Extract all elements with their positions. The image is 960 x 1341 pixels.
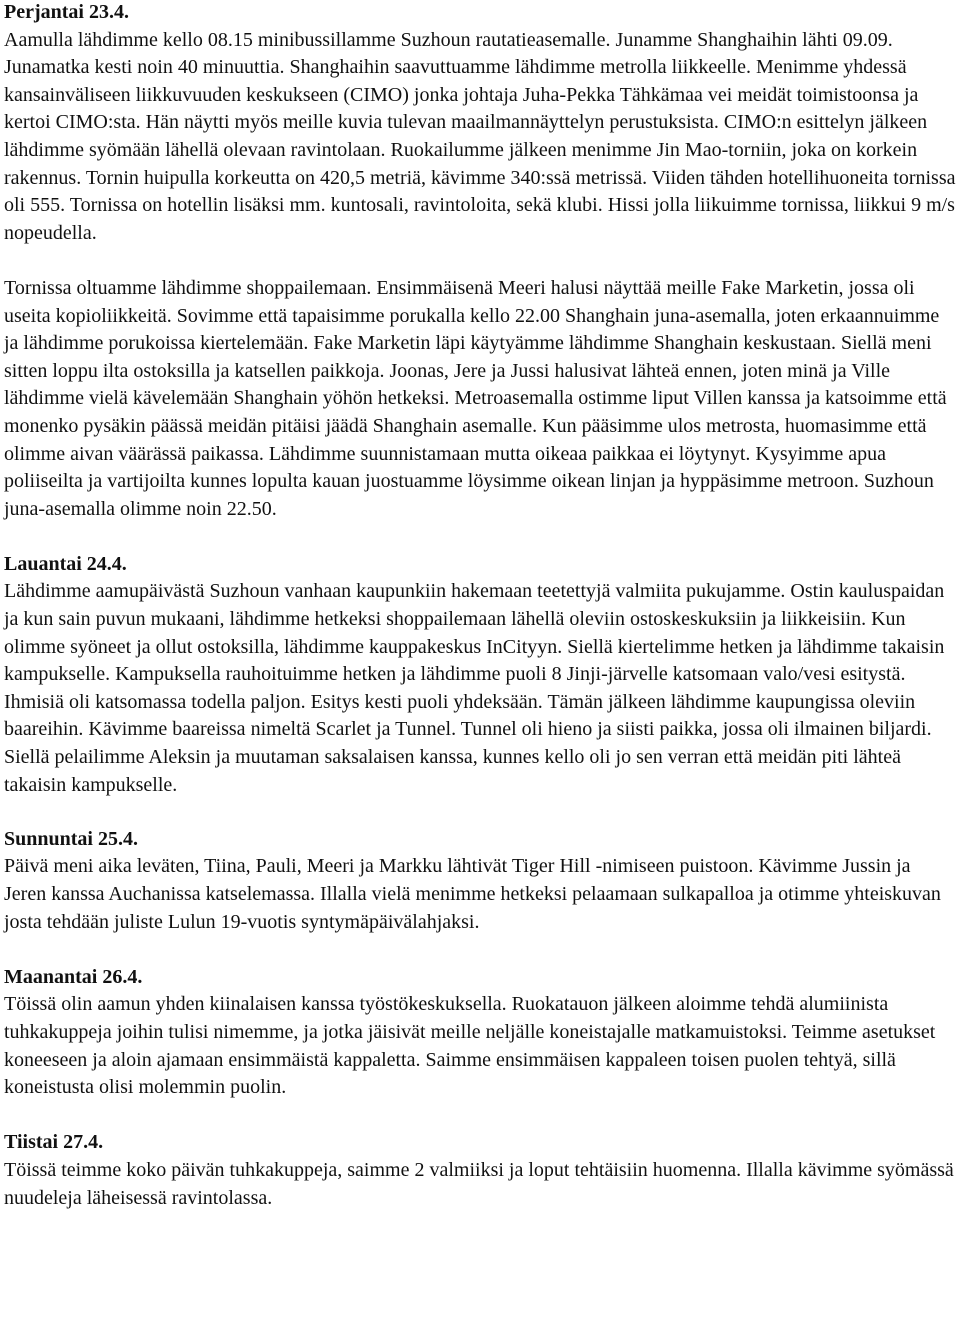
entry-gap xyxy=(4,936,956,964)
entry-paragraph: Päivä meni aika leväten, Tiina, Pauli, Meeri ja Markku lähtivät Tiger Hill -nimiseen puistoon. Kävimme Jussin ja Jeren kanssa Auchanissa katselemassa. Illalla vielä menimme hetkeksi pelaamaan sulkapalloa ja otimme yhteiskuvan josta tehdään juliste Lulun 19-vuotis syntymäpäivälahjaksi. xyxy=(4,855,941,933)
entry-heading: Perjantai 23.4. xyxy=(4,1,129,23)
entry-saturday xyxy=(4,551,956,799)
entry-monday xyxy=(4,964,956,1102)
entry-friday xyxy=(4,0,956,523)
diary-document xyxy=(4,0,956,1212)
paragraph-gap xyxy=(4,247,956,275)
entry-heading: Maanantai 26.4. xyxy=(4,965,143,988)
entry-heading: Tiistai 27.4. xyxy=(4,1131,104,1154)
entry-paragraph: Tornissa oltuamme lähdimme shoppailemaan. Ensimmäisenä Meeri halusi näyttää meille Fake Marketin, jossa oli useita kopioliikkeitä. Sovimme että tapaisimme porukalla kello 22.00 Shanghain juna-asemalla, joten erkaannuimme ja lähdimme porukoissa kiertelemään. Fake Marketin läpi käytyämme lähdimme Shanghain keskustaan. Siellä meni sitten loppu ilta ostoksilla ja katsellen paikkoja. Joonas, Jere ja Jussi halusivat lähteä ennen, joten minä ja Ville lähdimme vielä kävelemään Shanghain yöhön hetkeksi. Metroasemalla ostimme liput Villen kanssa ja katsoimme että monenko pysäkin päässä meidän pitäisi jäädä Shanghain asemalle. Kun pääsimme ulos metrosta, huomasimme että olimme aivan väärässä paikassa. Lähdimme suunnistamaan mutta oikeaa paikkaa ei löytynyt. Kysyimme apua poliiseilta ja vartijoilta kunnes lopulta kauan juostuamme löysimme oikean linjan ja hyppäsimme metroon. Suzhoun juna-asemalla olimme noin 22.50. xyxy=(4,276,947,520)
entry-paragraph: Aamulla lähdimme kello 08.15 minibussillamme Suzhoun rautatieasemalle. Junamme Shanghaihin lähti 09.09. Junamatka kesti noin 40 minuuttia. Shanghaihin saavuttuamme lähdimme metrolla liikkeelle. Menimme yhdessä kansainväliseen liikkuvuuden keskukseen (CIMO) jonka johtaja Juha-Pekka Tähkämaa vei meidät toimistoonsa ja kertoi CIMO:sta. Hän näytti myös meille kuvia tulevan maailmannäyttelyn perustuksista. CIMO:n esittelyn jälkeen lähdimme syömään lähellä olevaan ravintolaan. Ruokailumme jälkeen menimme Jin Mao-torniin, joka on korkein rakennus. Tornin huipulla korkeutta on 420,5 metriä, kävimme 340:ssä metrissä. Viiden tähden hotellihuoneita tornissa oli 555. Tornissa on hotellin lisäksi mm. kuntosali, ravintoloita, sekä klubi. Hissi jolla liikuimme tornissa, liikkui 9 m/s nopeudella. xyxy=(4,28,956,244)
entry-tuesday xyxy=(4,1129,956,1212)
entry-paragraph: Töissä teimme koko päivän tuhkakuppeja, saimme 2 valmiiksi ja loput tehtäisiin huomenna. Illalla kävimme syömässä nuudeleja läheisessä ravintolassa. xyxy=(4,1158,954,1209)
entry-paragraph: Lähdimme aamupäivästä Suzhoun vanhaan kaupunkiin hakemaan teetettyjä valmiita pukujamme. Ostin kauluspaidan ja kun sain puvun mukaani, lähdimme hetkeksi shoppailemaan lähellä oleviin ostoskeskuksiin ja liikkeisiin. Kun olimme syöneet ja ollut ostoksilla, lähdimme kauppakeskus InCityyn. Siellä kiertelimme hetken ja lähdimme takaisin kampukselle. Kampuksella rauhoituimme hetken ja lähdimme puoli 8 Jinji-järvelle katsomaan valo/vesi esitystä. Ihmisiä oli katsomassa todella paljon. Esitys kesti puoli yhdeksään. Tämän jälkeen lähdimme kaupungissa oleviin baareihin. Kävimme baareissa nimeltä Scarlet ja Tunnel. Tunnel oli hieno ja siisti paikka, jossa oli ilmainen biljardi. Siellä pelailimme Aleksin ja muutaman saksalaisen kanssa, kunnes kello oli jo sen verran että meidän piti lähteä takaisin kampukselle. xyxy=(4,580,945,796)
entry-sunday xyxy=(4,826,956,936)
entry-gap xyxy=(4,523,956,551)
entry-gap xyxy=(4,1102,956,1130)
entry-heading: Lauantai 24.4. xyxy=(4,552,127,575)
entry-gap xyxy=(4,799,956,827)
entry-heading: Sunnuntai 25.4. xyxy=(4,827,138,850)
entry-paragraph: Töissä olin aamun yhden kiinalaisen kanssa työstökeskuksella. Ruokatauon jälkeen aloimme tehdä alumiinista tuhkakuppeja joihin tulisi nimemme, ja jotka jäisivät meille neljälle koneistajalle matkamuistoksi. Teimme asetukset koneeseen ja aloin ajamaan ensimmäistä kappaletta. Saimme ensimmäisen kappaleen toisen puolen tehtyä, sillä koneistusta olisi molemmin puolin. xyxy=(4,993,936,1099)
